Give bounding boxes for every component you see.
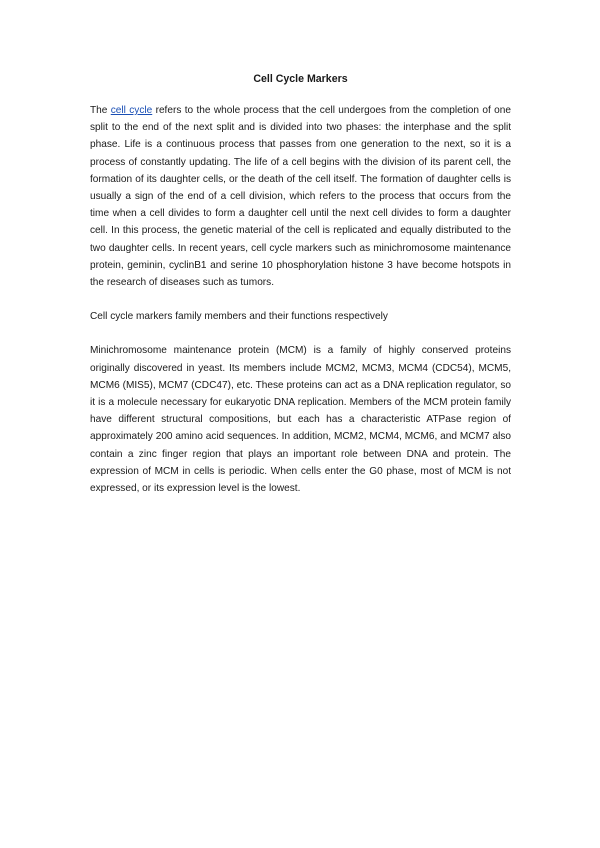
intro-paragraph — [90, 102, 511, 291]
cell-cycle-link[interactable]: cell cycle — [110, 105, 153, 116]
document-title: Cell Cycle Markers — [253, 73, 348, 85]
intro-lead: The — [90, 105, 108, 116]
mcm-paragraph: Minichromosome maintenance protein (MCM) is a family of highly conserved proteins originally discovered in yeast. Its members include MCM2, MCM3, MCM4 (CDC54), MCM5, MCM6 (MIS5), MCM7 (CDC47), etc. These proteins can act as a DNA replication regulator, so it is a molecule necessary for eukaryotic DNA replication. Members of the MCM protein family have different structural compositions, but each has a characteristic ATPase region of approximately 200 amino acid sequences. In addition, MCM2, MCM4, MCM6, and MCM7 also contain a zinc finger region that plays an important role between DNA and protein. The expression of MCM in cells is periodic. When cells enter the G0 phase, most of MCM is not expressed, or its expression level is the lowest. — [90, 345, 511, 495]
section-subtitle: Cell cycle markers family members and their functions respectively — [90, 311, 388, 323]
intro-body: refers to the whole process that the cell undergoes from the completion of one split to the end of the next split and is divided into two phases: the interphase and the split phase. Life is a continuous process that passes from one generation to the next, so it is a process of constantly updating. The life of a cell begins with the division of its parent cell, the formation of its daughter cells, or the death of the cell itself. The formation of daughter cells is usually a sign of the end of a cell division, which refers to the process that occurs from the time when a cell divides to form a daughter cell until the next cell divides to form a daughter cell. In this process, the genetic material of the cell is replicated and equally distributed to the two daughter cells. In recent years, cell cycle markers such as minichromosome maintenance protein, geminin, cyclinB1 and serine 10 phosphorylation histone 3 have become hotspots in the research of diseases such as tumors. — [90, 105, 511, 289]
document-content — [90, 72, 511, 514]
